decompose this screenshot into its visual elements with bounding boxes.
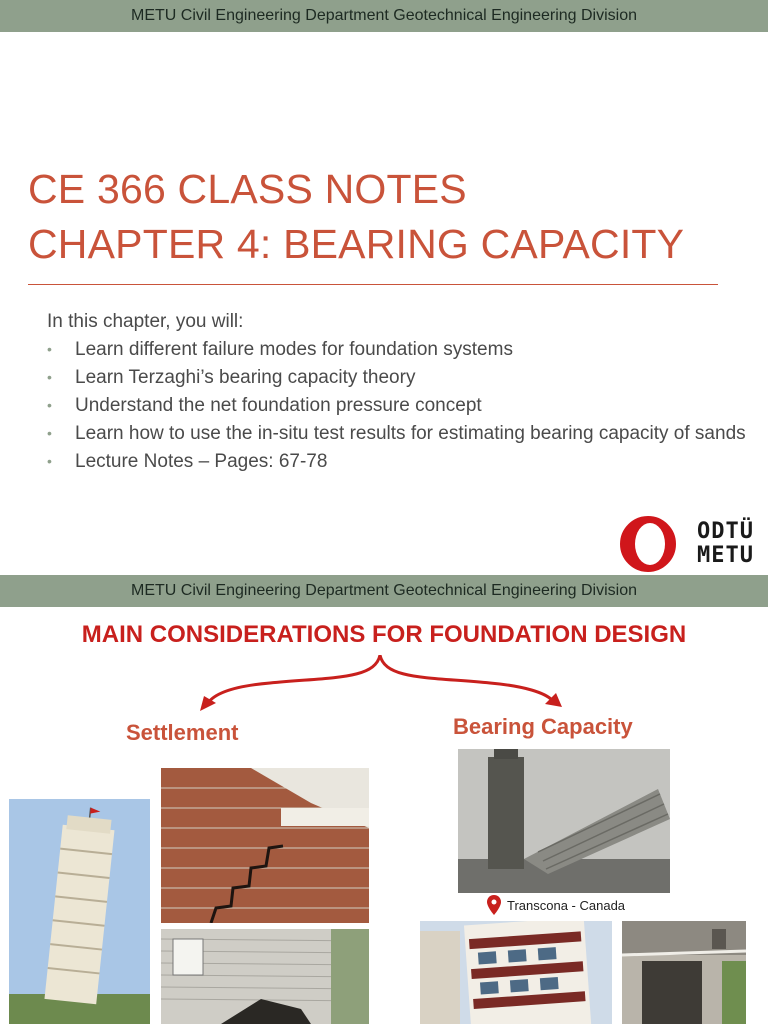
- damaged-building-photo: [622, 921, 746, 1024]
- cracked-brick-wall-photo: [161, 768, 369, 923]
- bullet-icon: •: [47, 425, 52, 441]
- leaning-tower-photo: [9, 799, 150, 1024]
- objective-text: Lecture Notes – Pages: 67-78: [75, 451, 328, 472]
- slide-title-line-1: CE 366 CLASS NOTES: [28, 166, 467, 212]
- tilted-building-photo: [420, 921, 612, 1024]
- settlement-label: Settlement: [126, 720, 239, 745]
- objective-item: [47, 338, 757, 361]
- objectives-list: [47, 338, 757, 478]
- bullet-icon: •: [47, 369, 52, 385]
- bullet-icon: •: [47, 453, 52, 469]
- slide-title-line-2: CHAPTER 4: BEARING CAPACITY: [28, 221, 685, 267]
- objective-item: [47, 394, 757, 417]
- objective-text: Learn Terzaghi’s bearing capacity theory: [75, 367, 416, 388]
- objective-item: [47, 422, 757, 445]
- logo-text-metu: METU: [697, 543, 754, 568]
- title-divider: [28, 284, 718, 285]
- slide-considerations: [0, 575, 768, 1024]
- bullet-icon: •: [47, 341, 52, 357]
- settled-house-siding-photo: [161, 929, 369, 1024]
- metu-logo: [619, 515, 768, 575]
- branch-arrows-icon: [190, 655, 570, 715]
- objective-item: [47, 366, 757, 389]
- photo-caption: Transcona - Canada: [507, 898, 626, 913]
- logo-text-odtu: ODTÜ: [697, 519, 754, 544]
- bullet-icon: •: [47, 397, 52, 413]
- objective-text: Learn how to use the in-situ test results for estimating bearing capacity of sands: [75, 423, 746, 444]
- slide-header: METU Civil Engineering Department Geotechnical Engineering Division: [0, 575, 768, 607]
- objective-item: [47, 450, 757, 473]
- bearing-capacity-label: Bearing Capacity: [453, 714, 633, 739]
- objective-text: Learn different failure modes for foundation systems: [75, 339, 513, 360]
- objective-text: Understand the net foundation pressure concept: [75, 395, 482, 416]
- slide-main-title: MAIN CONSIDERATIONS FOR FOUNDATION DESIGN: [81, 621, 687, 648]
- chapter-intro: In this chapter, you will:: [47, 311, 244, 332]
- metu-emblem-icon: [619, 515, 677, 573]
- map-pin-icon: [487, 895, 501, 915]
- slide-header: METU Civil Engineering Department Geotechnical Engineering Division: [0, 0, 768, 32]
- transcona-silo-photo: [458, 749, 670, 893]
